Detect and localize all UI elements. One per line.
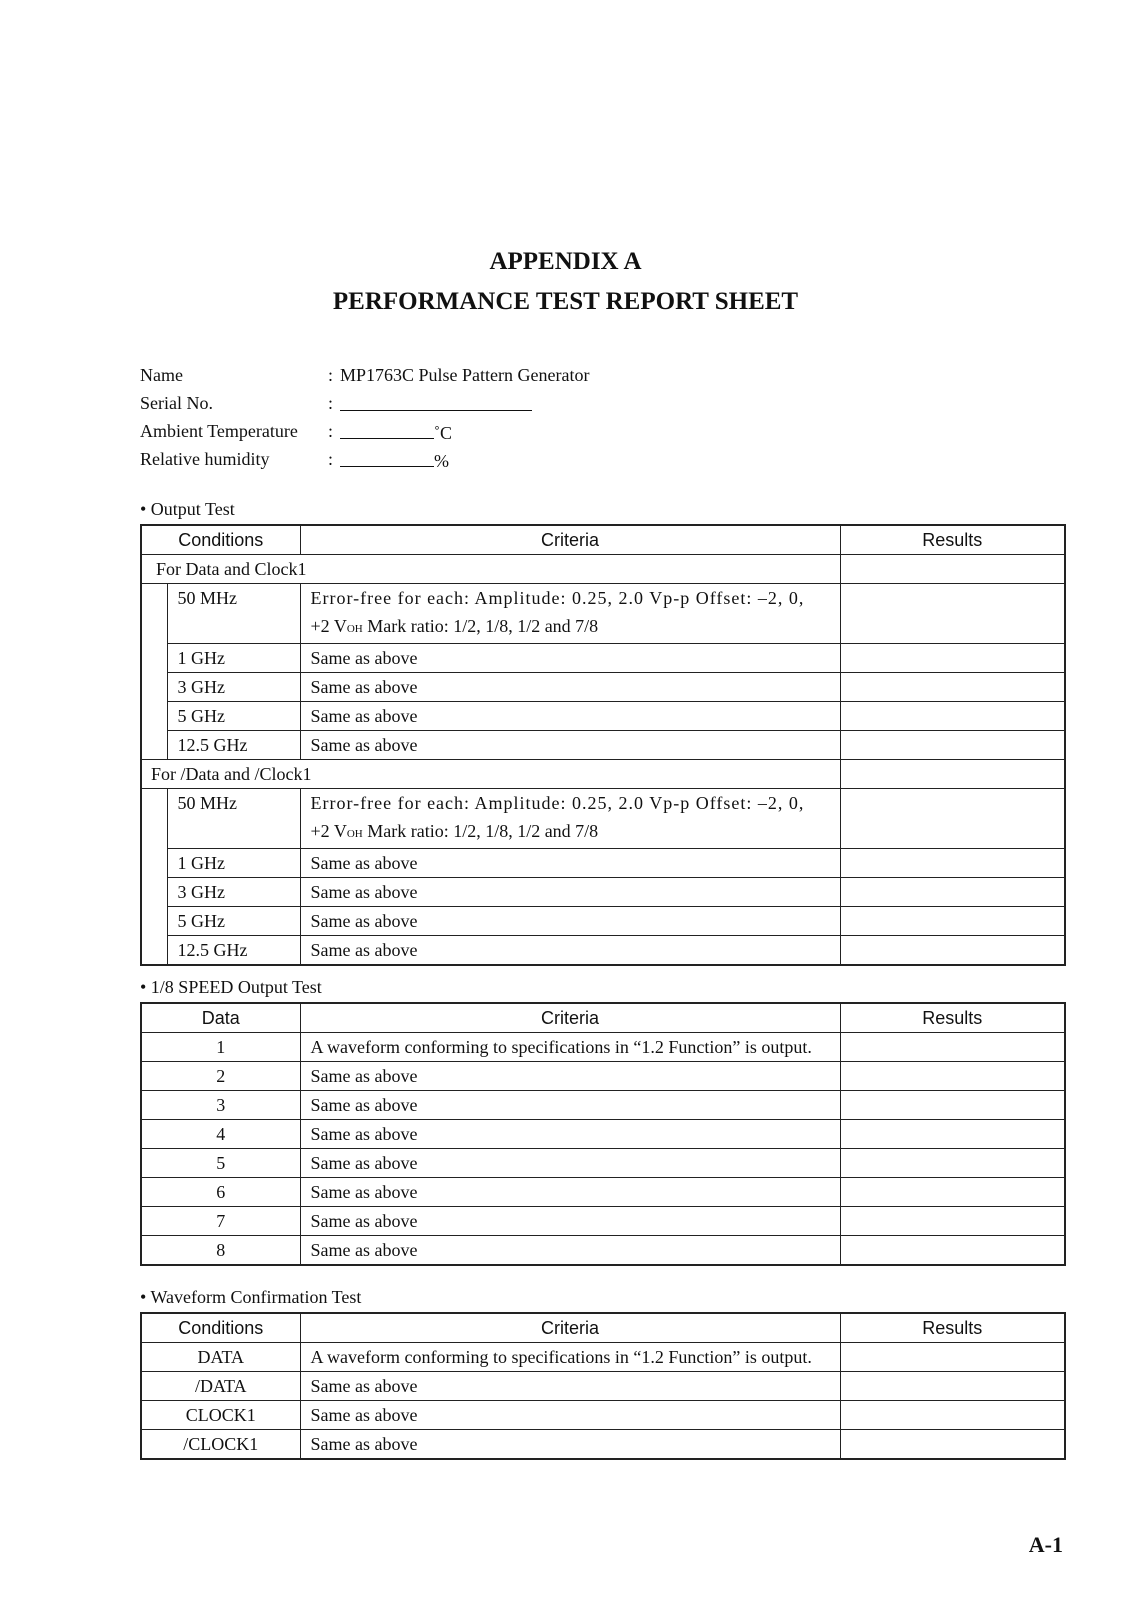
criteria-cell: Same as above xyxy=(300,1120,840,1149)
result-cell[interactable] xyxy=(840,555,1065,584)
output-test-title: • Output Test xyxy=(140,499,235,519)
header-results: Results xyxy=(840,525,1065,555)
waveform-test-table xyxy=(140,1312,1066,1460)
criteria-cell: Same as above xyxy=(300,673,840,702)
criteria-cell: Error-free for each: Amplitude: 0.25, 2.0 Vp-p Offset: –2, 0, xyxy=(300,789,840,818)
criteria-cell: Same as above xyxy=(300,1430,840,1460)
condition-cell: 1 GHz xyxy=(167,644,300,673)
result-cell[interactable] xyxy=(840,878,1065,907)
waveform-test-title: • Waveform Confirmation Test xyxy=(140,1287,362,1307)
result-cell[interactable] xyxy=(840,1207,1065,1236)
condition-cell: 3 GHz xyxy=(167,878,300,907)
header-criteria: Criteria xyxy=(300,1313,840,1343)
criteria-cell-cont: +2 VOH Mark ratio: 1/2, 1/8, 1/2 and 7/8 xyxy=(300,612,840,644)
data-cell: 2 xyxy=(141,1062,300,1091)
criteria-cell: A waveform conforming to specifications in “1.2 Function” is output. xyxy=(300,1033,840,1062)
criteria-cell: Same as above xyxy=(300,849,840,878)
info-label: Relative humidity xyxy=(140,449,270,469)
condition-cell: CLOCK1 xyxy=(141,1401,300,1430)
result-cell[interactable] xyxy=(840,584,1065,644)
header-data: Data xyxy=(141,1003,300,1033)
condition-cell: /DATA xyxy=(141,1372,300,1401)
condition-cell: 5 GHz xyxy=(167,907,300,936)
condition-cell: 1 GHz xyxy=(167,849,300,878)
result-cell[interactable] xyxy=(840,1343,1065,1372)
data-cell: 6 xyxy=(141,1178,300,1207)
criteria-cell: Same as above xyxy=(300,1149,840,1178)
criteria-cell: Same as above xyxy=(300,731,840,760)
output-test-table xyxy=(140,524,1066,966)
humidity-unit: % xyxy=(434,451,449,471)
info-value: MP1763C Pulse Pattern Generator xyxy=(340,365,590,385)
serial-blank[interactable] xyxy=(340,390,532,411)
data-cell: 3 xyxy=(141,1091,300,1120)
data-cell: 8 xyxy=(141,1236,300,1266)
result-cell[interactable] xyxy=(840,1149,1065,1178)
criteria-cell: Same as above xyxy=(300,1401,840,1430)
criteria-cell: Same as above xyxy=(300,1091,840,1120)
result-cell[interactable] xyxy=(840,1178,1065,1207)
condition-cell: /CLOCK1 xyxy=(141,1430,300,1460)
result-cell[interactable] xyxy=(840,1091,1065,1120)
criteria-cell: Same as above xyxy=(300,644,840,673)
criteria-cell: Same as above xyxy=(300,907,840,936)
result-cell[interactable] xyxy=(840,673,1065,702)
criteria-cell: Same as above xyxy=(300,1236,840,1266)
info-label: Ambient Temperature xyxy=(140,421,298,441)
condition-cell: 5 GHz xyxy=(167,702,300,731)
header-criteria: Criteria xyxy=(300,525,840,555)
result-cell[interactable] xyxy=(840,702,1065,731)
report-title: PERFORMANCE TEST REPORT SHEET xyxy=(332,288,799,315)
condition-cell: 3 GHz xyxy=(167,673,300,702)
result-cell[interactable] xyxy=(840,1033,1065,1062)
result-cell[interactable] xyxy=(840,907,1065,936)
condition-cell: 12.5 GHz xyxy=(167,936,300,966)
data-cell: 5 xyxy=(141,1149,300,1178)
criteria-cell: Same as above xyxy=(300,1178,840,1207)
result-cell[interactable] xyxy=(840,1401,1065,1430)
condition-cell: 50 MHz xyxy=(167,584,300,644)
data-cell: 1 xyxy=(141,1033,300,1062)
result-cell[interactable] xyxy=(840,644,1065,673)
criteria-cell: Same as above xyxy=(300,1372,840,1401)
criteria-cell: Same as above xyxy=(300,936,840,966)
group-label: For /Data and /Clock1 xyxy=(141,760,840,789)
temperature-unit: ˚C xyxy=(434,423,452,443)
result-cell[interactable] xyxy=(840,1062,1065,1091)
result-cell[interactable] xyxy=(840,789,1065,849)
criteria-cell: Same as above xyxy=(300,1207,840,1236)
result-cell[interactable] xyxy=(840,760,1065,789)
data-cell: 7 xyxy=(141,1207,300,1236)
header-conditions: Conditions xyxy=(141,1313,300,1343)
condition-cell: 12.5 GHz xyxy=(167,731,300,760)
appendix-title: APPENDIX A xyxy=(489,248,642,275)
result-cell[interactable] xyxy=(840,1430,1065,1460)
criteria-cell: Same as above xyxy=(300,1062,840,1091)
header-results: Results xyxy=(840,1313,1065,1343)
info-label: Serial No. xyxy=(140,393,213,413)
criteria-cell: Same as above xyxy=(300,878,840,907)
criteria-cell: A waveform conforming to specifications in “1.2 Function” is output. xyxy=(300,1343,840,1372)
result-cell[interactable] xyxy=(840,1372,1065,1401)
result-cell[interactable] xyxy=(840,849,1065,878)
group-label: For Data and Clock1 xyxy=(141,555,840,584)
result-cell[interactable] xyxy=(840,1236,1065,1266)
header-conditions: Conditions xyxy=(141,525,300,555)
humidity-blank[interactable] xyxy=(340,446,434,467)
result-cell[interactable] xyxy=(840,936,1065,966)
criteria-cell-cont: +2 VOH Mark ratio: 1/2, 1/8, 1/2 and 7/8 xyxy=(300,817,840,849)
page-number: A-1 xyxy=(1028,1532,1063,1557)
result-cell[interactable] xyxy=(840,731,1065,760)
speed-test-title: • 1/8 SPEED Output Test xyxy=(140,977,322,997)
condition-cell: DATA xyxy=(141,1343,300,1372)
criteria-cell: Same as above xyxy=(300,702,840,731)
info-label: Name xyxy=(140,365,183,385)
result-cell[interactable] xyxy=(840,1120,1065,1149)
criteria-cell: Error-free for each: Amplitude: 0.25, 2.0 Vp-p Offset: –2, 0, xyxy=(300,584,840,613)
data-cell: 4 xyxy=(141,1120,300,1149)
header-criteria: Criteria xyxy=(300,1003,840,1033)
temperature-blank[interactable] xyxy=(340,418,434,439)
condition-cell: 50 MHz xyxy=(167,789,300,849)
header-results: Results xyxy=(840,1003,1065,1033)
speed-test-table xyxy=(140,1002,1066,1266)
